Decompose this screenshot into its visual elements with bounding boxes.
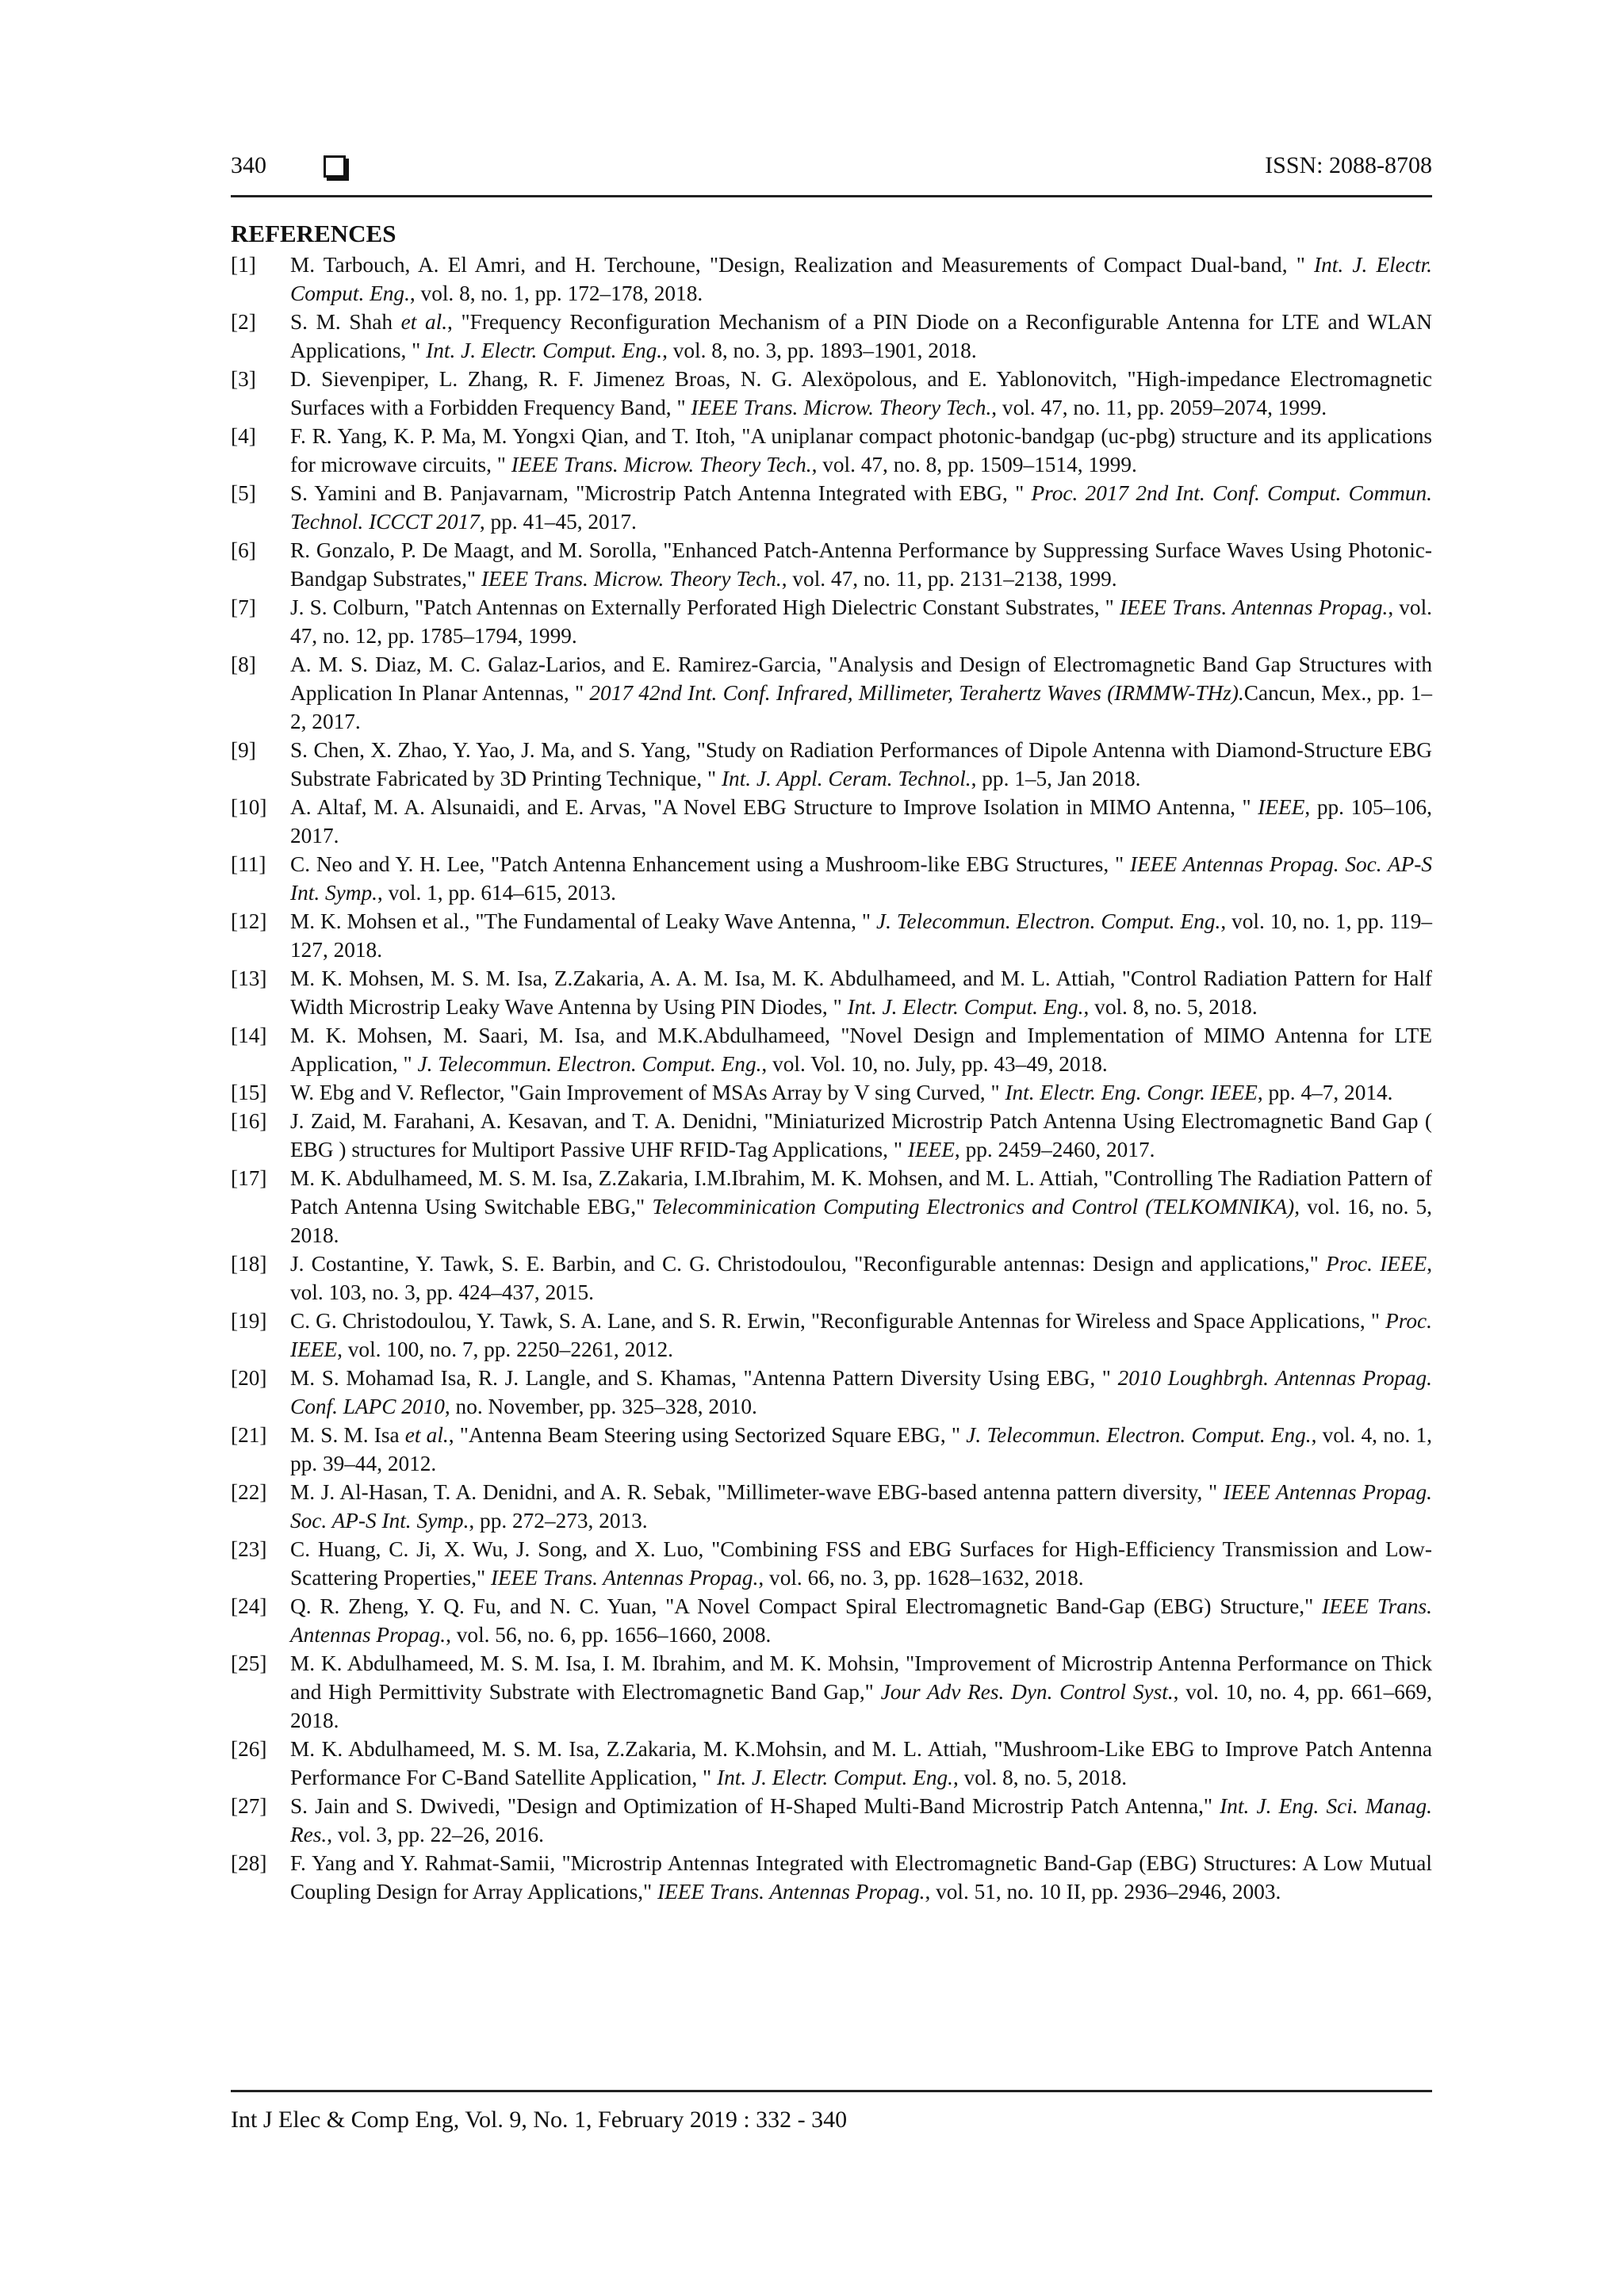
reference-text bbox=[290, 365, 1432, 422]
reference-item bbox=[231, 1249, 1432, 1307]
reference-text bbox=[290, 1364, 1432, 1421]
reference-segment: , vol. 4, no. 1, pp. 39–44, 2012. bbox=[290, 1423, 1432, 1475]
reference-item bbox=[231, 536, 1432, 593]
reference-text bbox=[290, 1849, 1432, 1906]
reference-segment: F. Yang and Y. Rahmat-Samii, "Microstrip Antennas Integrated with Electromagnetic Band-Gap (EBG) Structures: A Low Mutual Coupling Design for Array Applications," bbox=[290, 1851, 1432, 1904]
reference-item bbox=[231, 650, 1432, 736]
reference-item bbox=[231, 1735, 1432, 1792]
reference-segment: F. R. Yang, K. P. Ma, M. Yongxi Qian, and T. Itoh, "A uniplanar compact photonic-bandgap (uc-pbg) structure and its applications for microwave circuits, " bbox=[290, 424, 1432, 476]
reference-text bbox=[290, 1307, 1432, 1364]
reference-segment: , vol. 10, no. 4, pp. 661–669, 2018. bbox=[290, 1680, 1432, 1732]
reference-segment: , vol. 100, no. 7, pp. 2250–2261, 2012. bbox=[337, 1337, 673, 1361]
reference-text bbox=[290, 1649, 1432, 1735]
reference-text bbox=[290, 650, 1432, 736]
reference-number: [2] bbox=[231, 310, 256, 334]
reference-number: [23] bbox=[231, 1537, 267, 1561]
reference-text bbox=[290, 1592, 1432, 1649]
reference-number: [5] bbox=[231, 481, 256, 505]
reference-item bbox=[231, 793, 1432, 850]
reference-segment: J. S. Colburn, "Patch Antennas on Externally Perforated High Dielectric Constant Substrates, " bbox=[290, 595, 1120, 619]
reference-text bbox=[290, 251, 1432, 308]
reference-text bbox=[290, 1735, 1432, 1792]
reference-segment: S. Yamini and B. Panjavarnam, "Microstrip Patch Antenna Integrated with EBG, " bbox=[290, 481, 1032, 505]
reference-venue: IEEE bbox=[1258, 795, 1305, 819]
reference-text bbox=[290, 308, 1432, 365]
reference-venue: Telecomminication Computing Electronics and Control (TELKOMNIKA), bbox=[652, 1195, 1300, 1219]
reference-number: [25] bbox=[231, 1651, 267, 1675]
reference-text bbox=[290, 1107, 1432, 1164]
reference-segment: , vol. 8, no. 5, 2018. bbox=[1083, 995, 1258, 1019]
reference-number: [8] bbox=[231, 652, 256, 676]
reference-segment: , vol. 47, no. 8, pp. 1509–1514, 1999. bbox=[811, 453, 1137, 476]
reference-number: [16] bbox=[231, 1109, 267, 1133]
reference-venue: J. Telecommun. Electron. Comput. Eng. bbox=[417, 1052, 762, 1076]
reference-number: [22] bbox=[231, 1480, 267, 1504]
reference-item bbox=[231, 1021, 1432, 1078]
reference-text bbox=[290, 593, 1432, 650]
reference-venue: IEEE Trans. Antennas Propag. bbox=[490, 1566, 759, 1590]
reference-venue: IEEE Trans. Antennas Propag. bbox=[1119, 595, 1388, 619]
reference-number: [6] bbox=[231, 538, 256, 562]
reference-number: [11] bbox=[231, 852, 266, 876]
reference-venue: Proc. IEEE bbox=[1326, 1252, 1427, 1276]
reference-venue: Jour Adv Res. Dyn. Control Syst. bbox=[880, 1680, 1174, 1704]
reference-venue: IEEE bbox=[907, 1138, 955, 1161]
reference-number: [4] bbox=[231, 424, 256, 448]
page-header bbox=[231, 151, 1432, 197]
reference-number: [13] bbox=[231, 966, 267, 990]
reference-segment: M. S. M. Isa bbox=[290, 1423, 405, 1447]
reference-venue: IEEE Trans. Antennas Propag. bbox=[290, 1594, 1432, 1647]
reference-segment: , pp. 2459–2460, 2017. bbox=[954, 1138, 1155, 1161]
reference-number: [12] bbox=[231, 909, 267, 933]
reference-segment: C. Huang, C. Ji, X. Wu, J. Song, and X. Luo, "Combining FSS and EBG Surfaces for High-Efficiency Transmission and Low-Scattering Properties," bbox=[290, 1537, 1432, 1590]
reference-number: [24] bbox=[231, 1594, 267, 1618]
reference-item bbox=[231, 964, 1432, 1021]
page-number: 340 bbox=[231, 152, 266, 178]
reference-segment: M. K. Abdulhameed, M. S. M. Isa, Z.Zakaria, M. K.Mohsin, and M. L. Attiah, "Mushroom-Like EBG to Improve Patch Antenna Performance For C-Band Satellite Application, " bbox=[290, 1737, 1432, 1789]
reference-segment: S. M. Shah bbox=[290, 310, 401, 334]
reference-segment: , vol. 47, no. 11, pp. 2059–2074, 1999. bbox=[991, 396, 1327, 419]
reference-segment: M. K. Abdulhameed, M. S. M. Isa, Z.Zakaria, I.M.Ibrahim, M. K. Mohsen, and M. L. Attiah, "Controlling The Radiation Pattern of Patch Antenna Using Switchable EBG," bbox=[290, 1166, 1432, 1219]
reference-list bbox=[231, 251, 1432, 1906]
reference-segment: , vol. 103, no. 3, pp. 424–437, 2015. bbox=[290, 1252, 1433, 1304]
reference-item bbox=[231, 1421, 1432, 1478]
reference-segment: R. Gonzalo, P. De Maagt, and M. Sorolla, "Enhanced Patch-Antenna Performance by Suppressing Surface Waves Using Photonic-Bandgap Substrates," bbox=[290, 538, 1432, 591]
reference-segment: C. Neo and Y. H. Lee, "Patch Antenna Enhancement using a Mushroom-like EBG Structures, " bbox=[290, 852, 1131, 876]
reference-text bbox=[290, 850, 1432, 907]
reference-segment: , pp. 41–45, 2017. bbox=[479, 510, 637, 534]
reference-segment: M. S. Mohamad Isa, R. J. Langle, and S. Khamas, "Antenna Pattern Diversity Using EBG, " bbox=[290, 1366, 1118, 1390]
reference-segment: M. K. Mohsen et al., "The Fundamental of Leaky Wave Antenna, " bbox=[290, 909, 876, 933]
reference-segment: , pp. 105–106, 2017. bbox=[290, 795, 1432, 848]
reference-venue: Int. J. Eng. Sci. Manag. Res. bbox=[290, 1794, 1432, 1846]
reference-item bbox=[231, 1107, 1432, 1164]
square-box-icon bbox=[324, 155, 346, 178]
reference-number: [9] bbox=[231, 738, 256, 762]
reference-item bbox=[231, 1592, 1432, 1649]
reference-item bbox=[231, 308, 1432, 365]
reference-number: [15] bbox=[231, 1081, 267, 1104]
reference-venue: IEEE Antennas Propag. Soc. AP-S Int. Symp. bbox=[290, 852, 1433, 905]
reference-item bbox=[231, 1792, 1432, 1849]
reference-segment: , vol. 47, no. 11, pp. 2131–2138, 1999. bbox=[781, 567, 1117, 591]
reference-segment: M. K. Mohsen, M. Saari, M. Isa, and M.K.Abdulhameed, "Novel Design and Implementation of MIMO Antenna for LTE Application, " bbox=[290, 1024, 1432, 1076]
reference-segment: W. Ebg and V. Reflector, "Gain Improvement of MSAs Array by V sing Curved, " bbox=[290, 1081, 1005, 1104]
reference-item bbox=[231, 907, 1432, 964]
reference-text bbox=[290, 1021, 1432, 1078]
reference-segment: D. Sievenpiper, L. Zhang, R. F. Jimenez Broas, N. G. Alexöpolous, and E. Yablonovitch, "High-impedance Electromagnetic Surfaces with a Forbidden Frequency Band, " bbox=[290, 367, 1432, 419]
reference-text bbox=[290, 964, 1432, 1021]
reference-venue: 2010 Loughbrgh. Antennas Propag. Conf. LAPC 2010 bbox=[290, 1366, 1432, 1418]
reference-number: [14] bbox=[231, 1024, 267, 1047]
footer-citation: Int J Elec & Comp Eng, Vol. 9, No. 1, February 2019 : 332 - 340 bbox=[231, 2107, 848, 2133]
reference-venue: Int. Electr. Eng. Congr. IEEE bbox=[1005, 1081, 1258, 1104]
reference-segment: S. Jain and S. Dwivedi, "Design and Optimization of H-Shaped Multi-Band Microstrip Patch Antenna," bbox=[290, 1794, 1220, 1818]
reference-item bbox=[231, 365, 1432, 422]
reference-number: [20] bbox=[231, 1366, 267, 1390]
reference-text bbox=[290, 1249, 1432, 1307]
reference-segment: Cancun, Mex., pp. 1–2, 2017. bbox=[290, 681, 1432, 733]
reference-item bbox=[231, 251, 1432, 308]
references-heading: REFERENCES bbox=[231, 220, 396, 247]
reference-number: [19] bbox=[231, 1309, 267, 1333]
reference-number: [21] bbox=[231, 1423, 267, 1447]
reference-venue: IEEE Trans. Microw. Theory Tech. bbox=[691, 396, 992, 419]
reference-segment: , vol. 47, no. 12, pp. 1785–1794, 1999. bbox=[290, 595, 1432, 648]
reference-text bbox=[290, 1164, 1432, 1249]
reference-text bbox=[290, 536, 1432, 593]
reference-segment: M. K. Abdulhameed, M. S. M. Isa, I. M. Ibrahim, and M. K. Mohsin, "Improvement of Microstrip Antenna Performance on Thick and High Permittivity Substrate with Electromagnetic Band Gap," bbox=[290, 1651, 1432, 1704]
reference-segment: J. Costantine, Y. Tawk, S. E. Barbin, and C. G. Christodoulou, "Reconfigurable antennas: Design and applications," bbox=[290, 1252, 1327, 1276]
reference-text bbox=[290, 736, 1432, 793]
reference-segment: , pp. 272–273, 2013. bbox=[469, 1509, 648, 1533]
reference-item bbox=[231, 422, 1432, 479]
reference-venue: IEEE Trans. Antennas Propag. bbox=[657, 1880, 925, 1904]
reference-venue: et al. bbox=[400, 310, 448, 334]
reference-segment: , vol. 8, no. 3, pp. 1893–1901, 2018. bbox=[662, 339, 977, 362]
reference-segment: , vol. 56, no. 6, pp. 1656–1660, 2008. bbox=[446, 1623, 772, 1647]
reference-item bbox=[231, 1849, 1432, 1906]
page-footer bbox=[231, 2090, 1432, 2133]
reference-number: [1] bbox=[231, 253, 256, 277]
reference-item bbox=[231, 850, 1432, 907]
reference-text bbox=[290, 1421, 1432, 1478]
reference-venue: IEEE Trans. Microw. Theory Tech. bbox=[511, 453, 812, 476]
reference-segment: , vol. 1, pp. 614–615, 2013. bbox=[377, 881, 616, 905]
reference-number: [17] bbox=[231, 1166, 267, 1190]
reference-text bbox=[290, 1478, 1432, 1535]
reference-number: [26] bbox=[231, 1737, 267, 1761]
reference-segment: , no. November, pp. 325–328, 2010. bbox=[444, 1395, 757, 1418]
reference-item bbox=[231, 1478, 1432, 1535]
reference-number: [7] bbox=[231, 595, 256, 619]
reference-segment: , vol. 8, no. 1, pp. 172–178, 2018. bbox=[409, 281, 703, 305]
reference-segment: J. Zaid, M. Farahani, A. Kesavan, and T. A. Denidni, "Miniaturized Microstrip Patch Antenna Using Electromagnetic Band Gap ( EBG ) structures for Multiport Passive UHF RFID-Tag Applications, " bbox=[290, 1109, 1432, 1161]
reference-text bbox=[290, 907, 1432, 964]
reference-segment: , pp. 4–7, 2014. bbox=[1257, 1081, 1393, 1104]
reference-segment: C. G. Christodoulou, Y. Tawk, S. A. Lane, and S. R. Erwin, "Reconfigurable Antennas for Wireless and Space Applications, " bbox=[290, 1309, 1386, 1333]
reference-text bbox=[290, 793, 1432, 850]
reference-text bbox=[290, 479, 1432, 536]
reference-venue: Proc. 2017 2nd Int. Conf. Comput. Commun. Technol. ICCCT 2017 bbox=[290, 481, 1433, 534]
reference-segment: M. Tarbouch, A. El Amri, and H. Terchoune, "Design, Realization and Measurements of Compact Dual-band, " bbox=[290, 253, 1315, 277]
reference-segment: A. M. S. Diaz, M. C. Galaz-Larios, and E. Ramirez-Garcia, "Analysis and Design of Electromagnetic Band Gap Structures with Application In Planar Antennas, " bbox=[290, 652, 1432, 705]
reference-text bbox=[290, 1078, 1432, 1107]
reference-venue: J. Telecommun. Electron. Comput. Eng. bbox=[875, 909, 1221, 933]
reference-venue: IEEE Antennas Propag. Soc. AP-S Int. Symp. bbox=[290, 1480, 1432, 1533]
reference-venue: Int. J. Electr. Comput. Eng. bbox=[426, 339, 663, 362]
reference-venue: Int. J. Electr. Comput. Eng. bbox=[717, 1766, 953, 1789]
issn-label: ISSN: 2088-8708 bbox=[1265, 152, 1432, 178]
reference-segment: , pp. 1–5, Jan 2018. bbox=[971, 767, 1141, 790]
reference-text bbox=[290, 1792, 1432, 1849]
reference-venue: et al. bbox=[404, 1423, 449, 1447]
reference-number: [18] bbox=[231, 1252, 267, 1276]
reference-venue: Int. J. Electr. Comput. Eng. bbox=[290, 253, 1432, 305]
reference-segment: , vol. 10, no. 1, pp. 119–127, 2018. bbox=[290, 909, 1432, 962]
reference-segment: , vol. 66, no. 3, pp. 1628–1632, 2018. bbox=[758, 1566, 1084, 1590]
reference-venue: Proc. IEEE bbox=[290, 1309, 1432, 1361]
reference-item bbox=[231, 1535, 1432, 1592]
reference-item bbox=[231, 593, 1432, 650]
reference-text bbox=[290, 1535, 1432, 1592]
reference-venue: 2017 42nd Int. Conf. Infrared, Millimeter, Terahertz Waves (IRMMW-THz). bbox=[589, 681, 1244, 705]
reference-segment: S. Chen, X. Zhao, Y. Yao, J. Ma, and S. Yang, "Study on Radiation Performances of Dipole Antenna with Diamond-Structure EBG Substrate Fabricated by 3D Printing Technique, " bbox=[290, 738, 1432, 790]
reference-segment: , "Antenna Beam Steering using Sectorized Square EBG, " bbox=[448, 1423, 967, 1447]
reference-item bbox=[231, 1364, 1432, 1421]
reference-number: [28] bbox=[231, 1851, 267, 1875]
reference-number: [10] bbox=[231, 795, 267, 819]
reference-venue: IEEE Trans. Microw. Theory Tech. bbox=[481, 567, 782, 591]
reference-segment: , vol. Vol. 10, no. July, pp. 43–49, 2018. bbox=[761, 1052, 1108, 1076]
reference-item bbox=[231, 1649, 1432, 1735]
reference-segment: M. K. Mohsen, M. S. M. Isa, Z.Zakaria, A. A. M. Isa, M. K. Abdulhameed, and M. L. Attiah, "Control Radiation Pattern for Half Width Microstrip Leaky Wave Antenna by Using PIN Diodes, " bbox=[290, 966, 1432, 1019]
reference-item bbox=[231, 1164, 1432, 1249]
reference-item bbox=[231, 1307, 1432, 1364]
reference-segment: , vol. 8, no. 5, 2018. bbox=[952, 1766, 1128, 1789]
reference-number: [27] bbox=[231, 1794, 267, 1818]
reference-item bbox=[231, 479, 1432, 536]
reference-text bbox=[290, 422, 1432, 479]
reference-segment: M. J. Al-Hasan, T. A. Denidni, and A. R. Sebak, "Millimeter-wave EBG-based antenna pattern diversity, " bbox=[290, 1480, 1224, 1504]
reference-segment: , "Frequency Reconfiguration Mechanism of a PIN Diode on a Reconfigurable Antenna for LTE and WLAN Applications, " bbox=[290, 310, 1432, 362]
reference-number: [3] bbox=[231, 367, 256, 391]
reference-item bbox=[231, 1078, 1432, 1107]
reference-venue: Int. J. Appl. Ceram. Technol. bbox=[721, 767, 971, 790]
reference-venue: Int. J. Electr. Comput. Eng. bbox=[847, 995, 1084, 1019]
reference-segment: Q. R. Zheng, Y. Q. Fu, and N. C. Yuan, "A Novel Compact Spiral Electromagnetic Band-Gap (EBG) Structure," bbox=[290, 1594, 1323, 1618]
reference-item bbox=[231, 736, 1432, 793]
reference-venue: J. Telecommun. Electron. Comput. Eng. bbox=[966, 1423, 1312, 1447]
reference-segment: A. Altaf, M. A. Alsunaidi, and E. Arvas, "A Novel EBG Structure to Improve Isolation in MIMO Antenna, " bbox=[290, 795, 1258, 819]
reference-segment: , vol. 3, pp. 22–26, 2016. bbox=[327, 1823, 544, 1846]
reference-segment: vol. 16, no. 5, 2018. bbox=[290, 1195, 1433, 1247]
reference-segment: , vol. 51, no. 10 II, pp. 2936–2946, 2003. bbox=[925, 1880, 1281, 1904]
